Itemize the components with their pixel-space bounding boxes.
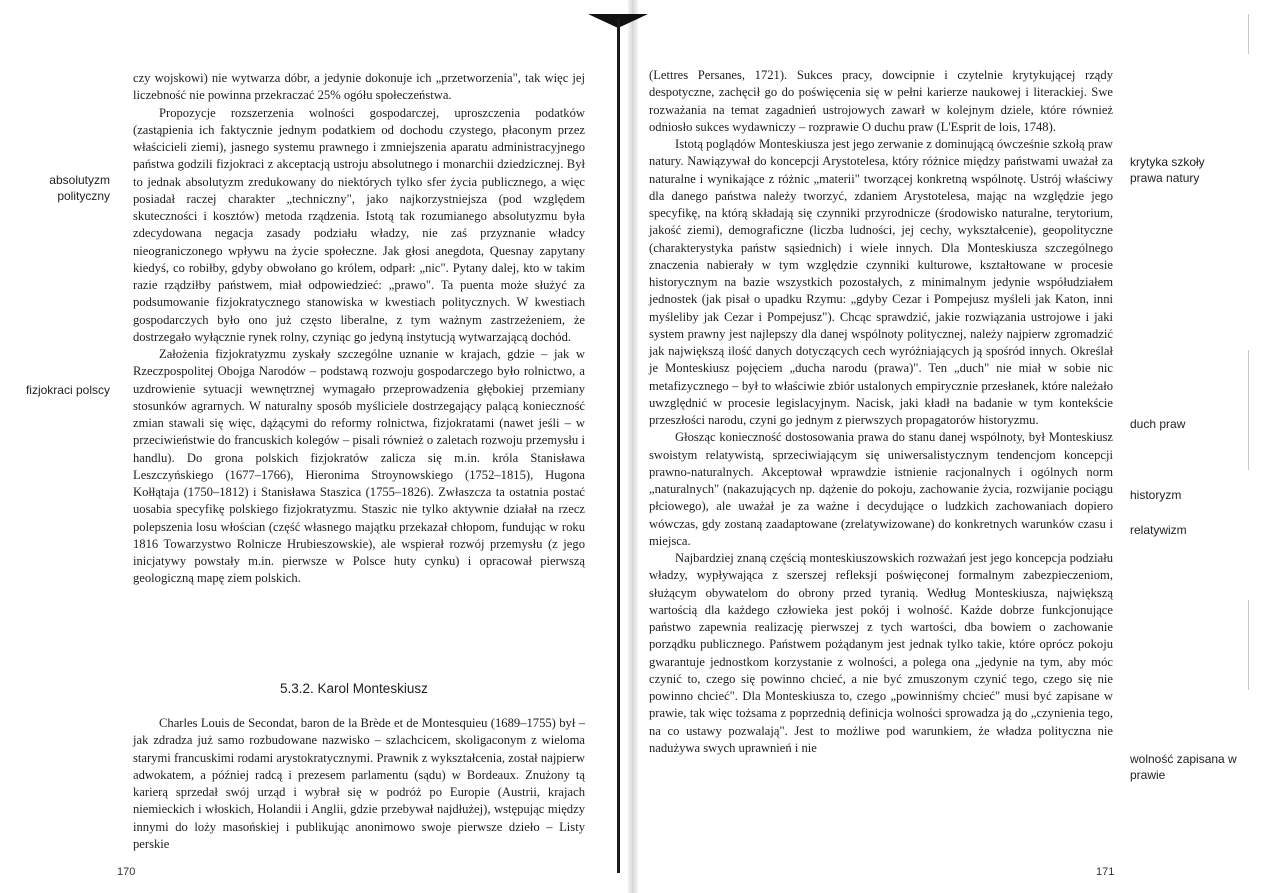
margin-note-historicism: historyzm: [1130, 488, 1182, 502]
page-edge-mark: [1248, 14, 1249, 54]
margin-note-relativism: relatywizm: [1130, 523, 1187, 537]
margin-note-spirit-of-laws: duch praw: [1130, 417, 1186, 431]
paragraph: (Lettres Persanes, 1721). Sukces pracy, dowcipnie i czytelnie krytykującej rządy despotyczne, zachęcił go do poświęcenia się w pełni karierze naukowej i literackiej. Swe rozważania na temat zagadnień ustrojowych zawarł w kolejnym dziele, które również odniosło sukces wydawniczy – rozprawie O duchu praw (L'Esprit de lois, 1748).: [649, 68, 1113, 134]
section-heading: 5.3.2. Karol Monteskiusz: [280, 681, 428, 696]
right-page-text: [649, 67, 1113, 757]
paragraph: Najbardziej znaną częścią monteskiuszowskich rozważań jest jego koncepcja podziału władzy, wypływająca z szerszej refleksji poświęconej formalnym zabezpieczeniom, służącym obywatelom do obrony przed tyranią. Według Monteskiusza, największą wartością dla każdego człowieka jest pokój i wolność. Każde dobrze funkcjonujące państwo zapewnia realizację pierwszej z tych wartości, dba bowiem o zachowanie porządku publicznego. Państwem pożądanym jest jednak tylko takie, które oprócz pokoju gwarantuje jednostkom korzystanie z wolności, a polega ona „jedynie na tym, aby móc czynić to, czego się powinno chcieć, a nie być zmuszonym czynić tego, czego się nie powinno chcieć". Dla Monteskiusza to, czego „powinniśmy chcieć" musi być zapisane w prawie, tak więc tożsama z poprzednią definicja wolności sprowadza ją do „czynienia tego, na co ustawy pozwalają". Jest to możliwe pod warunkiem, że władza polityczna nie nadużywa swych uprawnień i nie: [649, 551, 1113, 755]
margin-note-polish-physiocrats: fizjokraci polscy: [25, 383, 110, 397]
paragraph: Propozycje rozszerzenia wolności gospodarczej, uproszczenia podatków (zastąpienia ich faktycznie jednym podatkiem od dochodu czystego, płaconym przez właścicieli ziemi), jasnego systemu prawnego i zmniejszenia aparatu administracyjnego państwa godzili fizjokraci z akceptacją ustroju absolutnego i monarchii dziedzicznej. Był to jednak absolutyzm zredukowany do niektórych tylko sfer życia publicznego, a więc posiadał raczej charakter „techniczny", jako najkorzystniejsza (pod względem skuteczności i kosztów) metoda rządzenia. Istotą tak rozumianego absolutyzmu była zdecydowana negacja zasady podziału władzy, nie zaś przyznanie władcy nieograniczonego wpływu na życie społeczne. Jak głosi anegdota, Quesnay zapytany kiedyś, co robiłby, gdyby obwołano go królem, odparł: „nic". Pytany dalej, kto w takim razie rządziłby państwem, miał odpowiedzieć: „prawo". Ta puenta może służyć za podsumowanie fizjokratycznego stanowiska w kwestiach politycznych. W kwestiach gospodarczych było ono już często liberalne, z tym ważnym zastrzeżeniem, że dostrzegało wyłącznie rynek rolny, czyniąc go jedyną instytucją wytwarzającą dochód.: [133, 105, 585, 344]
page-edge-mark: [1248, 350, 1249, 470]
paragraph: Założenia fizjokratyzmu zyskały szczególne uznanie w krajach, gdzie – jak w Rzeczpospolitej Obojga Narodów – podstawą rozwoju gospodarczego było rolnictwo, a uzdrowienie sytuacji wewnętrznej wymagało przeprowadzenia głębokiej przemiany stosunków agrarnych. W naturalny sposób myśliciele dostrzegający palącą konieczność zmian stawali się więc, dążącymi do reformy rolnictwa, fizjokratami (nawet jeśli – w przeciwieństwie do francuskich kolegów – pisali również o zaletach rozwoju przemysłu i handlu). Do grona polskich fizjokratów zalicza się m.in. króla Stanisława Leszczyńskiego (1677–1766), Hieronima Stroynowskiego (1752–1815), Hugona Kołłątaja (1750–1812) i Stanisława Staszica (1755–1826). Zwłaszcza ta ostatnia postać uosabia specyfikę polskiego fizjokratyzmu. Staszic nie tylko aktywnie działał na rzecz polepszenia losu włościan (część własnego majątku przekazał chłopom, fundując w roku 1816 Towarzystwo Rolnicze Hrubieszowskie), ale wspierał rozwój przemysłu (z jego inicjatywy powstały m.in. pierwsze w Polsce huty cynku) i opracował pierwszą geologiczną mapę ziem polskich.: [133, 347, 585, 586]
left-page-text-2: [133, 715, 585, 853]
paragraph: Charles Louis de Secondat, baron de la Brède et de Montesquieu (1689–1755) był – jak zdradza już samo rozbudowane nazwisko – szlachcicem, skoligaconym z wieloma starymi francuskimi rodami arystokratycznymi. Prawnik z wykształcenia, został najpierw adwokatem, a później radcą i prezesem parlamentu (sądu) w Bordeaux. Znużony tą karierą sprzedał swój urząd i wybrał się w podróż po Europie (Austrii, krajach niemieckich i włoskich, Holandii i Anglii, gdzie przebywał najdłużej), wstępując między innymi do loży masońskiej i publikując anonimowo swoje pierwsze dzieło – Listy perskie: [133, 716, 585, 851]
margin-note-natural-law-critique: krytyka szkoły prawa natury: [1130, 155, 1205, 185]
book-spine: [628, 0, 638, 893]
paragraph: Głosząc konieczność dostosowania prawa do stanu danej wspólnoty, był Monteskiusz swoistym relatywistą, sprzeciwiającym się uniwersalistycznym tendencjom koncepcji prawno-naturalnych. Akceptował wprawdzie istnienie racjonalnych i ogólnych norm „naturalnych" (nakazujących np. dążenie do pokoju, zachowanie życia, rozwijanie pociągu płciowego), ale uważał je za ważne i decydujące o ludzkich zachowaniach dopiero wówczas, gdy zostaną zaadaptowane (zrelatywizowane) do konkretnych warunków czasu i miejsca.: [649, 430, 1113, 548]
margin-note-freedom-in-law: wolność zapisana w prawie: [1130, 752, 1237, 782]
left-page-text: [133, 70, 585, 588]
page-number-right: 171: [1096, 866, 1115, 878]
gutter-line: [617, 18, 620, 873]
paragraph: Istotą poglądów Monteskiusza jest jego zerwanie z dominującą ówcześnie szkołą praw natury. Nawiązywał do koncepcji Arystotelesa, który różnice między państwami uważał za naturalne i wynikające z różnic „materii" tworzącej konkretną wspólnotę. Ustrój właściwy dla danego państwa należy tworzyć, zdaniem Arystotelesa, mając na względzie jego specyfikę, na którą składają się czynniki przyrodnicze (środowisko naturalne, terytorium, jakość ziemi), demograficzne (liczba ludności, jej cechy, wykształcenie), geopolityczne (charakterystyka państw sąsiednich) i wiele innych. Dla Monteskiusza szczególnego znaczenia nabierały w tym względzie czynniki kulturowe, kształtowane w procesie historycznym na bazie wszystkich pozostałych, z minimalnym jedynie współudziałem jednostek (jak pisał o upadku Rzymu: „gdyby Cezar i Pompejusz myśleli jak Katon, inni myśleliby jak Cezar i Pompejusz"). Chcąc sprawdzić, jakie rozwiązania ustrojowe i jaki system prawny jest najlepszy dla danej wspólnoty politycznej, należy najpierw zgromadzić jak największą ilość danych dotyczących cech wyróżniających ją spośród innych. Określał je Monteskiusz pojęciem „ducha narodu (prawa)". Ten „duch" nie miał w sobie nic metafizycznego – był to właściwie zbiór ustalonych empirycznie przesłanek, które należało uwzględnić w procesie legislacyjnym. Nacisk, jaki kładł na badanie w tym kontekście przeszłości narodu, czyni go jednym z pierwszych propagatorów historyzmu.: [649, 137, 1113, 427]
margin-note-absolutism: absolutyzm polityczny: [49, 173, 110, 203]
page-edge-mark: [1248, 600, 1249, 690]
paragraph: czy wojskowi) nie wytwarza dóbr, a jedynie dokonuje ich „przetworzenia", tak więc jej liczebność nie powinna przekraczać 25% ogółu społeczeństwa.: [133, 71, 585, 103]
page-number-left: 170: [117, 866, 136, 878]
